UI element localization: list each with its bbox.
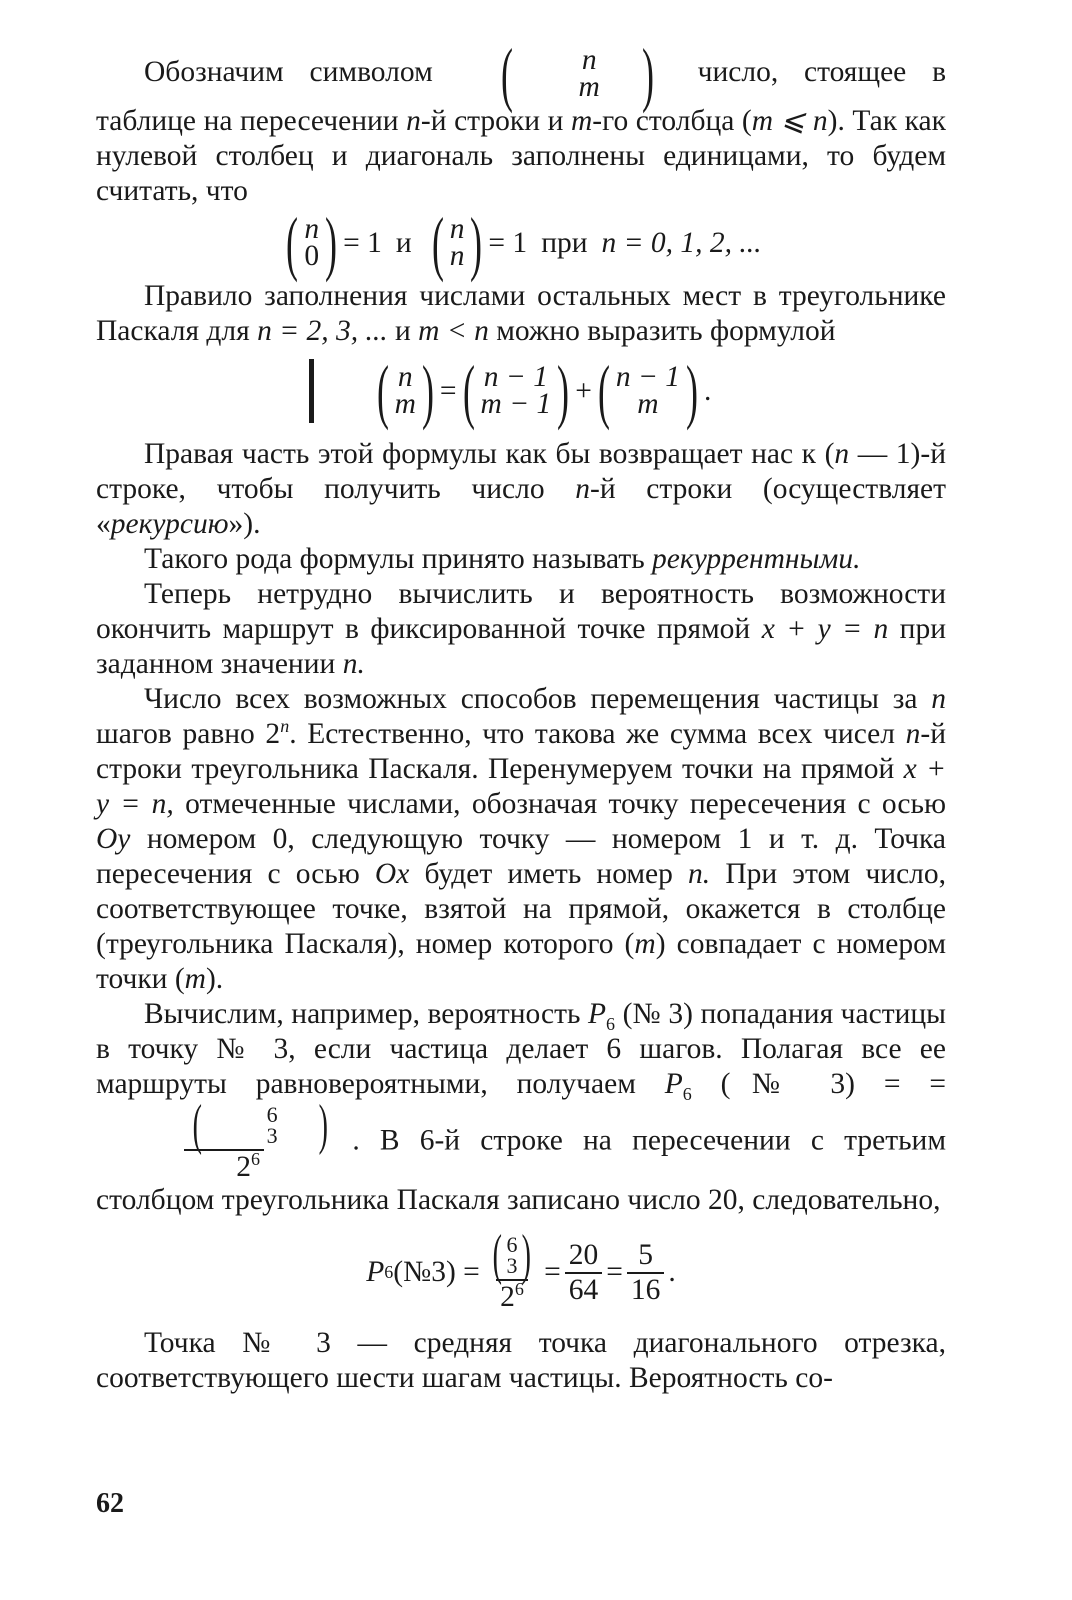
margin-bar (309, 359, 314, 423)
paragraph-6: Число всех возможных способов перемещения частицы за n шагов равно 2$^n$. Естественно, что такова же сумма всех чисел n-й строки треугольника Паскаля. Перенумеруем точки на прямой x + y = n, отмеченные числами, обозначая точку пересечения с осью Oy номером 0, следующую точку — номером 1 и т. д. Точка пересечения с осью Ox будет иметь номер n. При этом число, соответствующее точке, взятой на прямой, окажется в столбце (треугольника Паскаля), номер которого (m) совпадает с номером точки (m). (96, 683, 947, 995)
page-number: 62 (96, 1488, 124, 1519)
binomial-n-m: ( n m ) (500, 34, 654, 114)
formula-boundary-conditions: ( n 0 ) = 1 и ( n n ) = 1 при n = 0, 1, 2, ... (286, 203, 762, 283)
paragraph-5: Теперь нетрудно вычислить и вероятность возможности окончить маршрут в фиксированной точке прямой x + y = n при заданном значении n. (96, 578, 946, 680)
text: число, стоящее в таблице на пересечении (96, 55, 947, 137)
formula-recurrence: ( n m ) = ( n − 1 m − 1 ) + ( n − 1 m ) . (96, 351, 946, 431)
paragraph-4: Такого рода формулы принято называть рекуррентными. (144, 543, 861, 575)
paragraph-8: Точка № 3 — средняя точка диагонального отрезка, соответствующего шести шагам частицы. Вероятность со- (96, 1327, 946, 1394)
paragraph-7: Вычислим, например, вероятность $P_6$ (№ 3) попадания частицы в точку № 3, если частица делает 6 шагов. Полагая все ее маршруты равновероятными, получаем $P_6$ (№ 3) = = ( 6 3 ) $2^6$ . В 6-й строке на пересечении с третьим столбцом треугольника Паскаля записано число 20, следовательно, (96, 998, 946, 1216)
text: Обозначим символом (144, 55, 433, 88)
formula-probability: P 6 (№3) = ( 6 3 ) $2^6$ = $\frac{20}{64}$ = $\frac{5}{16}$ . (366, 1223, 676, 1313)
paragraph-3: Правая часть этой формулы как бы возвращает нас к (n — 1)-й строке, чтобы получить число n-й строки (осуществляет «рекурсию»). (96, 438, 947, 540)
paragraph-1: Обозначим символом ( n m ) число, стоящее в таблице на пересечении n-й строки и m-го столбца (m ⩽ n). Так как нулевой столбец и диагональ заполнены единицами, то будем считать, что (96, 34, 947, 207)
paragraph-2: Правило заполнения числами остальных мест в треугольнике Паскаля для n = 2, 3, ... и m < n можно выразить формулой (96, 280, 946, 347)
page-text (96, 34, 947, 1396)
inline-fraction: ( 6 3 ) $2^6$ (100, 1102, 348, 1183)
